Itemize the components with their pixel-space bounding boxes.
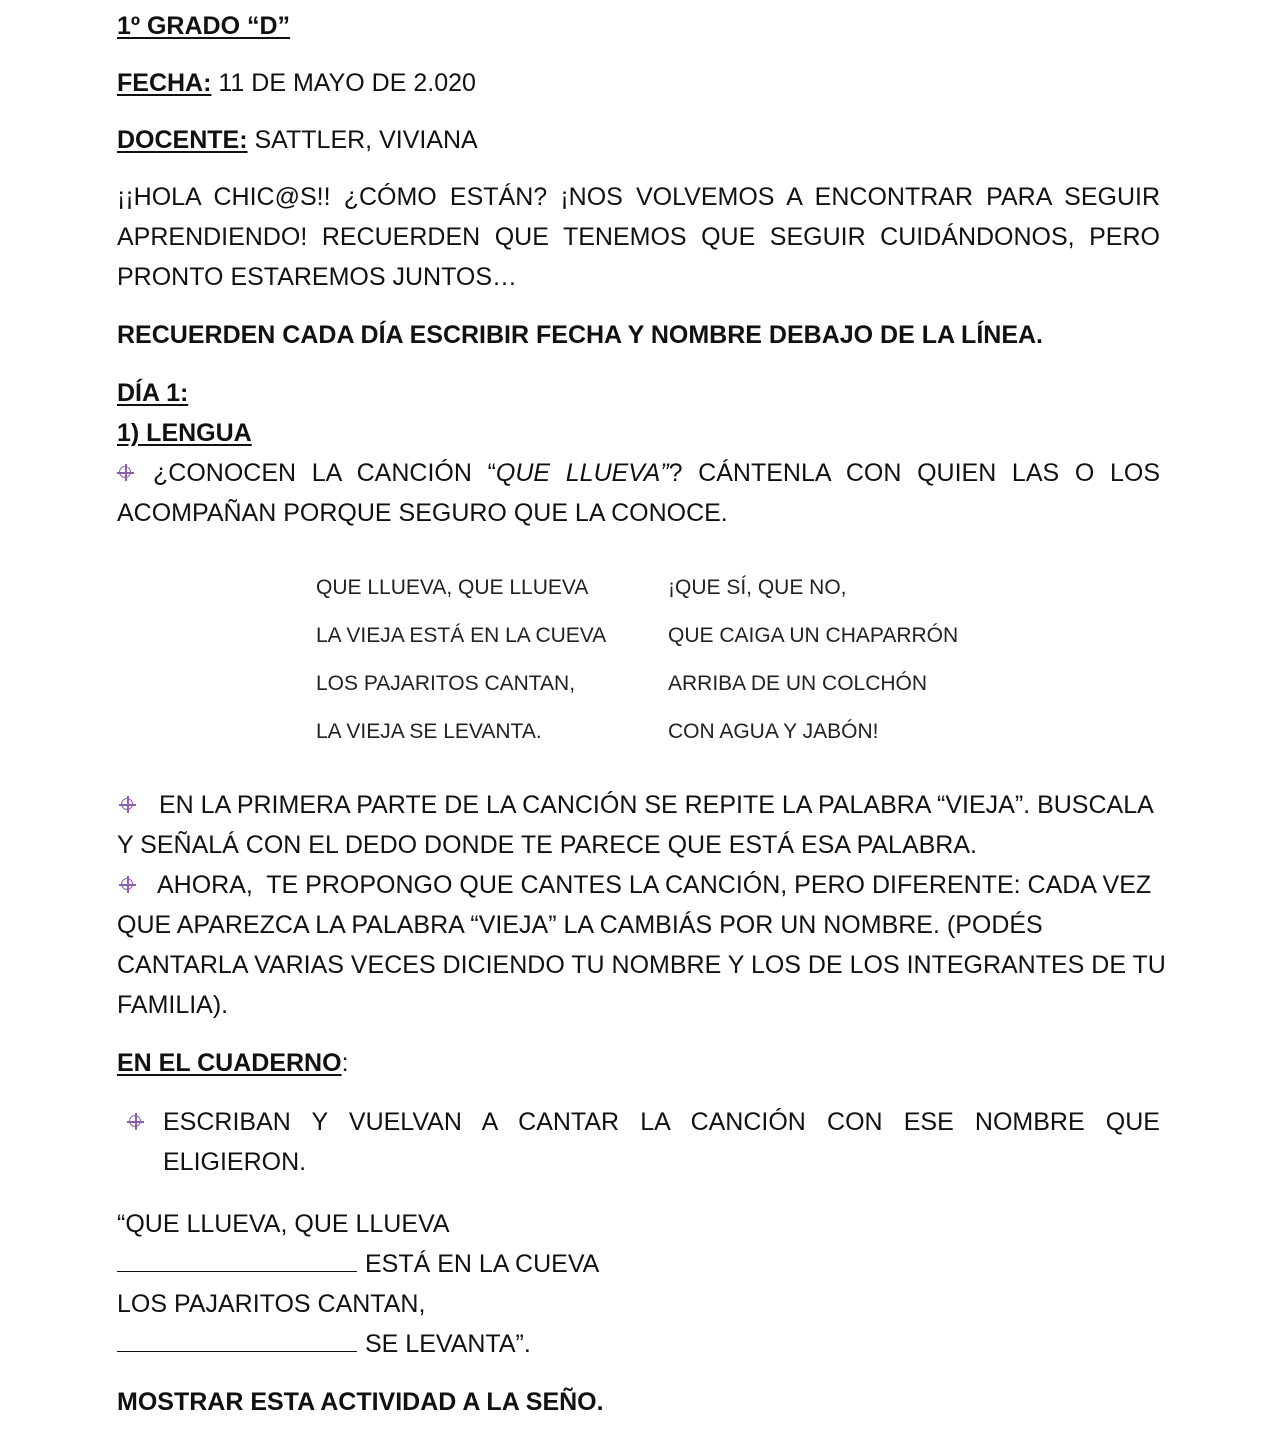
closing-instruction: MOSTRAR ESTA ACTIVIDAD A LA SEÑO. [117,1388,604,1416]
bullet-item-2 [117,785,1154,825]
blank-line [117,1245,357,1272]
notebook-label: EN EL CUADERNO [117,1049,342,1077]
song-verse: ARRIBA DE UN COLCHÓN [668,672,928,695]
bullet-item-3 [117,865,1151,905]
bullet-text: QUE APAREZCA LA PALABRA “VIEJA” LA CAMBIÁS POR UN NOMBRE. (PODÉS [117,911,1043,939]
intro-line: APRENDIENDO! RECUERDEN QUE TENEMOS QUE SEGUIR CUIDÁNDONOS, PERO [117,223,1160,251]
song-verse: QUE LLUEVA, QUE LLUEVA [316,576,589,599]
song-column-left [316,568,656,760]
date-label: FECHA: [117,69,212,97]
song-column-right [668,568,1008,760]
teacher-line [117,120,478,160]
crosshair-bullet-icon [119,796,137,814]
song-name: QUE LLUEVA” [495,459,669,487]
bullet-4-text [163,1102,1160,1182]
date-line [117,63,476,103]
subject-title: 1) LENGUA [117,419,252,447]
crosshair-bullet-icon [119,876,137,894]
crosshair-bullet-icon [127,1113,145,1131]
notebook-heading [117,1043,349,1083]
intro-line: PRONTO ESTAREMOS JUNTOS… [117,263,518,291]
intro-line: ¡¡HOLA CHIC@S!! ¿CÓMO ESTÁN? ¡NOS VOLVEMOS A ENCONTRAR PARA SEGUIR [117,183,1160,211]
crosshair-bullet-icon [117,464,135,482]
bullet-text: FAMILIA). [117,991,229,1019]
bullet-item-1 [117,453,1160,533]
song-verse: LA VIEJA SE LEVANTA. [316,720,542,743]
bullet-line [117,453,1160,493]
fill-line: “QUE LLUEVA, QUE LLUEVA [117,1210,450,1238]
fill-text: ESTÁ EN LA CUEVA [365,1250,600,1278]
day-title: DÍA 1: [117,379,189,407]
reminder-text: RECUERDEN CADA DÍA ESCRIBIR FECHA Y NOMBRE DEBAJO DE LA LÍNEA. [117,321,1044,349]
teacher-value: SATTLER, VIVIANA [247,126,478,154]
date-value: 11 DE MAYO DE 2.020 [211,69,476,97]
song-verse: LOS PAJARITOS CANTAN, [316,672,576,695]
bullet-text: ¿CONOCEN LA CANCIÓN “ [153,459,496,487]
blank-line [117,1325,357,1352]
bullet-text: ? CÁNTENLA CON QUIEN LAS O LOS [668,459,1161,487]
teacher-label: DOCENTE: [117,126,248,154]
bullet-text: AHORA, TE PROPONGO QUE CANTES LA CANCIÓN, PERO DIFERENTE: CADA VEZ [157,871,1152,899]
bullet-text: CANTARLA VARIAS VECES DICIENDO TU NOMBRE Y LOS DE LOS INTEGRANTES DE TU [117,951,1166,979]
fill-line [117,1324,531,1364]
notebook-colon: : [341,1049,349,1077]
intro-paragraph [117,177,1160,297]
bullet-line: ESCRIBAN Y VUELVAN A CANTAR LA CANCIÓN CON ESE NOMBRE QUE [163,1108,1160,1136]
song-verse: QUE CAIGA UN CHAPARRÓN [668,624,959,647]
bullet-text: EN LA PRIMERA PARTE DE LA CANCIÓN SE REPITE LA PALABRA “VIEJA”. BUSCALA [159,791,1154,819]
bullet-item-4 [127,1102,163,1142]
fill-text: SE LEVANTA”. [365,1330,531,1358]
song-verse: CON AGUA Y JABÓN! [668,720,879,743]
song-verse: LA VIEJA ESTÁ EN LA CUEVA [316,624,607,647]
bullet-line: ELIGIERON. [163,1148,307,1176]
bullet-text: Y SEÑALÁ CON EL DEDO DONDE TE PARECE QUE ESTÁ ESA PALABRA. [117,831,977,859]
song-verse: ¡QUE SÍ, QUE NO, [668,576,847,599]
bullet-line: ACOMPAÑAN PORQUE SEGURO QUE LA CONOCE. [117,499,728,527]
grade-title: 1º GRADO “D” [117,12,291,40]
fill-line: LOS PAJARITOS CANTAN, [117,1290,426,1318]
fill-line [117,1244,599,1284]
